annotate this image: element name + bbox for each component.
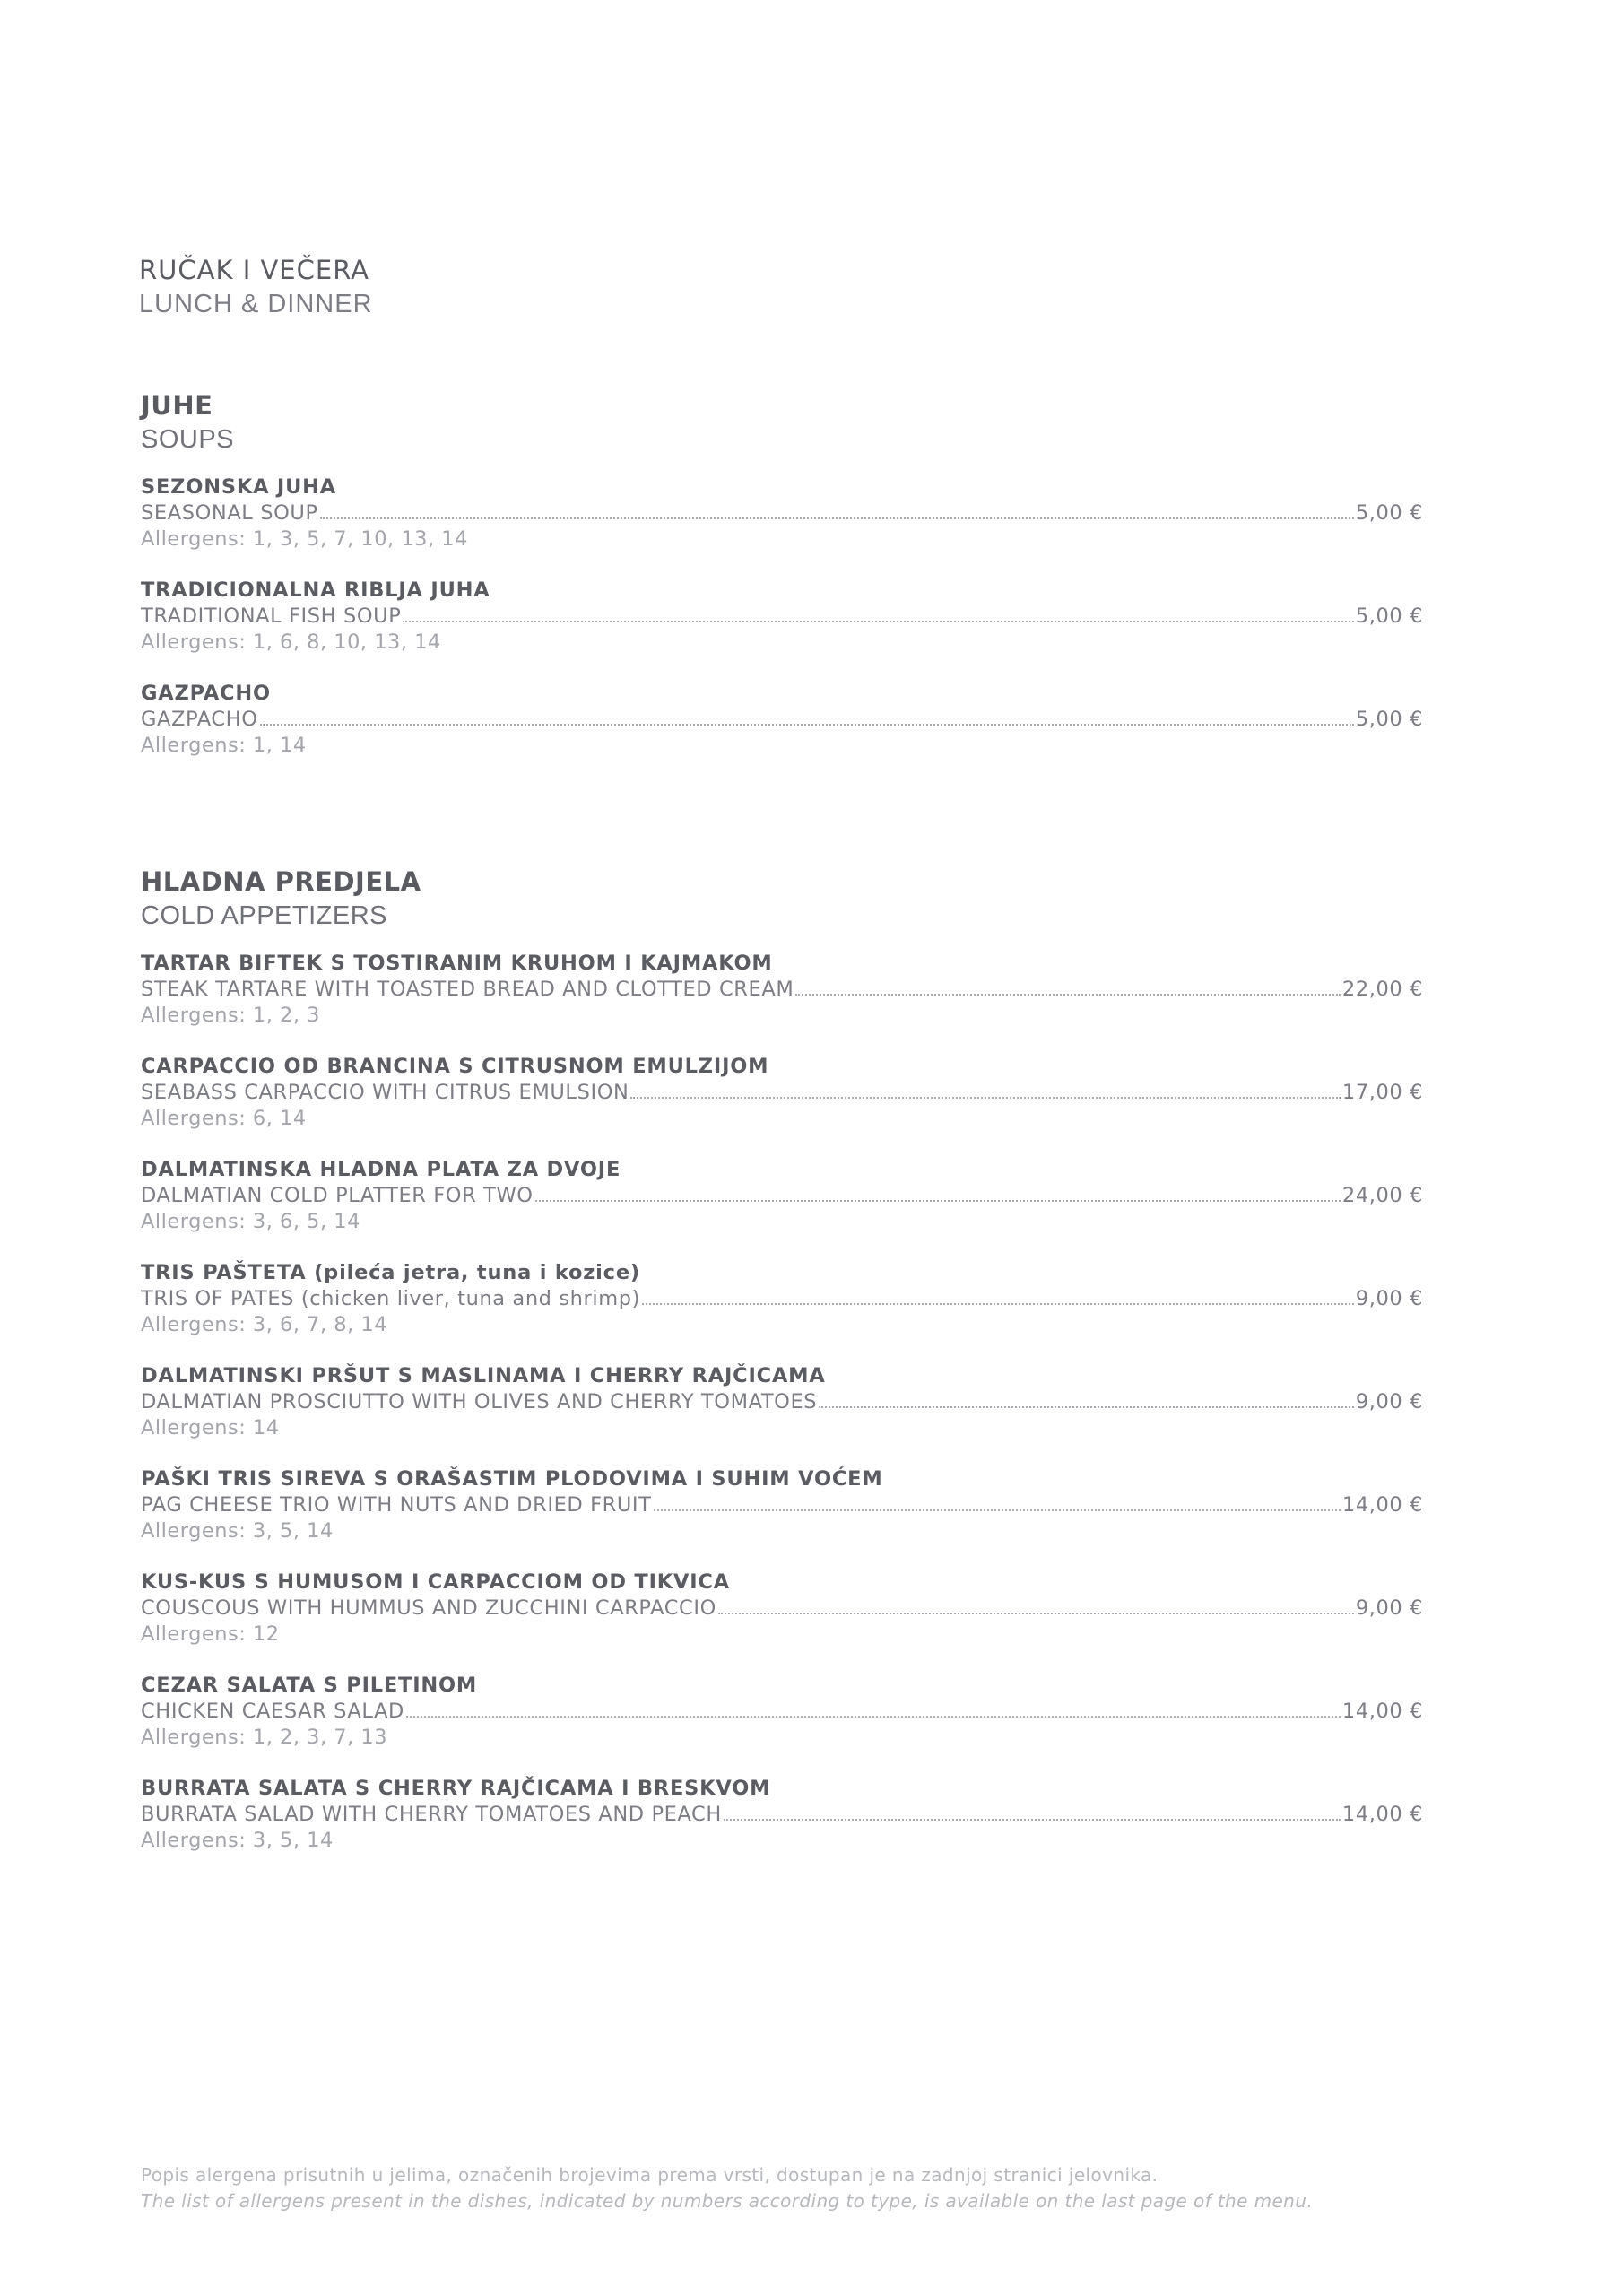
menu-item xyxy=(141,474,1423,552)
dish-name-hr: CEZAR SALATA S PILETINOM xyxy=(141,1674,478,1697)
dish-price: 5,00 € xyxy=(1355,708,1423,731)
dish-allergens: Allergens: 6, 14 xyxy=(141,1107,307,1130)
dish-price: 14,00 € xyxy=(1341,1700,1423,1723)
dish-name-hr: SEZONSKA JUHA xyxy=(141,475,337,499)
dish-price: 9,00 € xyxy=(1355,1596,1423,1620)
soups-list xyxy=(141,474,1423,759)
allergen-note xyxy=(141,2162,1313,2214)
dot-leader xyxy=(654,1509,1341,1511)
dish-line xyxy=(141,500,1423,526)
menu-title-en: LUNCH & DINNER xyxy=(139,290,373,318)
dish-line xyxy=(141,1286,1423,1312)
dish-price: 17,00 € xyxy=(1341,1081,1423,1104)
section-title-en: SOUPS xyxy=(141,425,235,454)
dot-leader xyxy=(819,1406,1354,1408)
dish-name-en: SEABASS CARPACCIO WITH CITRUS EMULSION xyxy=(141,1081,629,1104)
menu-header xyxy=(139,253,373,321)
menu-item xyxy=(141,951,1423,1029)
menu-item xyxy=(141,1157,1423,1235)
dot-leader xyxy=(795,994,1341,996)
section-title-hr: JUHE xyxy=(141,390,213,421)
dish-price: 14,00 € xyxy=(1341,1803,1423,1826)
dish-name-hr: PAŠKI TRIS SIREVA S ORAŠASTIM PLODOVIMA I SUHIM VOĆEM xyxy=(141,1467,883,1491)
dish-name-en: SEASONAL SOUP xyxy=(141,501,318,525)
dish-name-en: DALMATIAN PROSCIUTTO WITH OLIVES AND CHERRY TOMATOES xyxy=(141,1390,818,1413)
dish-price: 14,00 € xyxy=(1341,1493,1423,1517)
dish-allergens: Allergens: 1, 2, 3 xyxy=(141,1004,320,1027)
dish-name-en: PAG CHEESE TRIO WITH NUTS AND DRIED FRUIT xyxy=(141,1493,652,1517)
dish-price: 5,00 € xyxy=(1355,501,1423,525)
section-soups xyxy=(141,388,1423,784)
menu-item xyxy=(141,1673,1423,1751)
allergen-note-en: The list of allergens present in the dishes, indicated by numbers according to type, is available on the last page of the menu. xyxy=(141,2190,1314,2212)
dot-leader xyxy=(320,517,1354,519)
dish-name-en: TRADITIONAL FISH SOUP xyxy=(141,604,402,628)
dish-name-hr: TRIS PAŠTETA (pileća jetra, tuna i kozice) xyxy=(141,1261,640,1284)
menu-item xyxy=(141,1054,1423,1132)
menu-title-hr: RUČAK I VEČERA xyxy=(139,255,370,285)
menu-item xyxy=(141,578,1423,656)
dish-allergens: Allergens: 3, 6, 7, 8, 14 xyxy=(141,1313,388,1336)
dot-leader xyxy=(260,724,1354,726)
section-cold-appetizers xyxy=(141,865,1423,1879)
menu-item xyxy=(141,1466,1423,1544)
dish-name-hr: CARPACCIO OD BRANCINA S CITRUSNOM EMULZIJOM xyxy=(141,1055,769,1078)
dish-allergens: Allergens: 12 xyxy=(141,1622,280,1646)
dot-leader xyxy=(406,1716,1341,1718)
dish-price: 24,00 € xyxy=(1341,1184,1423,1207)
dish-price: 9,00 € xyxy=(1355,1287,1423,1310)
dish-allergens: Allergens: 3, 5, 14 xyxy=(141,1829,334,1852)
dish-name-en: GAZPACHO xyxy=(141,708,258,731)
menu-item xyxy=(141,681,1423,759)
dish-line xyxy=(141,1802,1423,1828)
dish-line xyxy=(141,1596,1423,1622)
dish-allergens: Allergens: 1, 6, 8, 10, 13, 14 xyxy=(141,631,441,654)
dish-allergens: Allergens: 3, 6, 5, 14 xyxy=(141,1210,360,1233)
dot-leader xyxy=(535,1200,1341,1202)
dot-leader xyxy=(630,1097,1340,1099)
dish-line xyxy=(141,1389,1423,1415)
dot-leader xyxy=(642,1303,1354,1305)
dish-name-hr: BURRATA SALATA S CHERRY RAJČICAMA I BRESKVOM xyxy=(141,1777,771,1800)
dish-line xyxy=(141,604,1423,630)
dish-name-hr: DALMATINSKI PRŠUT S MASLINAMA I CHERRY RAJČICAMA xyxy=(141,1364,826,1387)
dot-leader xyxy=(403,621,1353,622)
menu-item xyxy=(141,1260,1423,1338)
dish-allergens: Allergens: 1, 14 xyxy=(141,734,307,757)
menu-item xyxy=(141,1776,1423,1854)
dish-name-hr: KUS-KUS S HUMUSOM I CARPACCIOM OD TIKVICA xyxy=(141,1570,730,1594)
allergen-note-hr: Popis alergena prisutnih u jelima, označenih brojevima prema vrsti, dostupan je na zadnjoj stranici jelovnika. xyxy=(141,2164,1159,2186)
dish-line xyxy=(141,1492,1423,1518)
dish-name-hr: GAZPACHO xyxy=(141,682,271,705)
dish-name-en: TRIS OF PATES (chicken liver, tuna and shrimp) xyxy=(141,1287,640,1310)
dish-name-en: COUSCOUS WITH HUMMUS AND ZUCCHINI CARPACCIO xyxy=(141,1596,716,1620)
dot-leader xyxy=(724,1819,1341,1821)
section-title-en: COLD APPETIZERS xyxy=(141,901,388,930)
dish-price: 22,00 € xyxy=(1341,978,1423,1001)
menu-item xyxy=(141,1363,1423,1441)
dish-name-hr: TARTAR BIFTEK S TOSTIRANIM KRUHOM I KAJMAKOM xyxy=(141,952,773,975)
dish-allergens: Allergens: 1, 2, 3, 7, 13 xyxy=(141,1726,388,1749)
dish-line xyxy=(141,977,1423,1003)
dish-allergens: Allergens: 3, 5, 14 xyxy=(141,1519,334,1543)
dish-name-en: BURRATA SALAD WITH CHERRY TOMATOES AND PEACH xyxy=(141,1803,722,1826)
dish-allergens: Allergens: 1, 3, 5, 7, 10, 13, 14 xyxy=(141,527,468,551)
dish-name-hr: TRADICIONALNA RIBLJA JUHA xyxy=(141,578,490,602)
dish-name-en: STEAK TARTARE WITH TOASTED BREAD AND CLOTTED CREAM xyxy=(141,978,794,1001)
dish-name-hr: DALMATINSKA HLADNA PLATA ZA DVOJE xyxy=(141,1158,621,1181)
cold-appetizers-list xyxy=(141,951,1423,1854)
dish-name-en: CHICKEN CAESAR SALAD xyxy=(141,1700,404,1723)
dish-allergens: Allergens: 14 xyxy=(141,1416,280,1439)
dish-line xyxy=(141,1699,1423,1725)
dish-price: 9,00 € xyxy=(1355,1390,1423,1413)
menu-item xyxy=(141,1570,1423,1648)
dish-line xyxy=(141,1080,1423,1106)
dish-price: 5,00 € xyxy=(1355,604,1423,628)
dish-line xyxy=(141,1183,1423,1209)
section-title-hr: HLADNA PREDJELA xyxy=(141,866,421,897)
dot-leader xyxy=(718,1613,1354,1614)
dish-line xyxy=(141,707,1423,733)
dish-name-en: DALMATIAN COLD PLATTER FOR TWO xyxy=(141,1184,534,1207)
